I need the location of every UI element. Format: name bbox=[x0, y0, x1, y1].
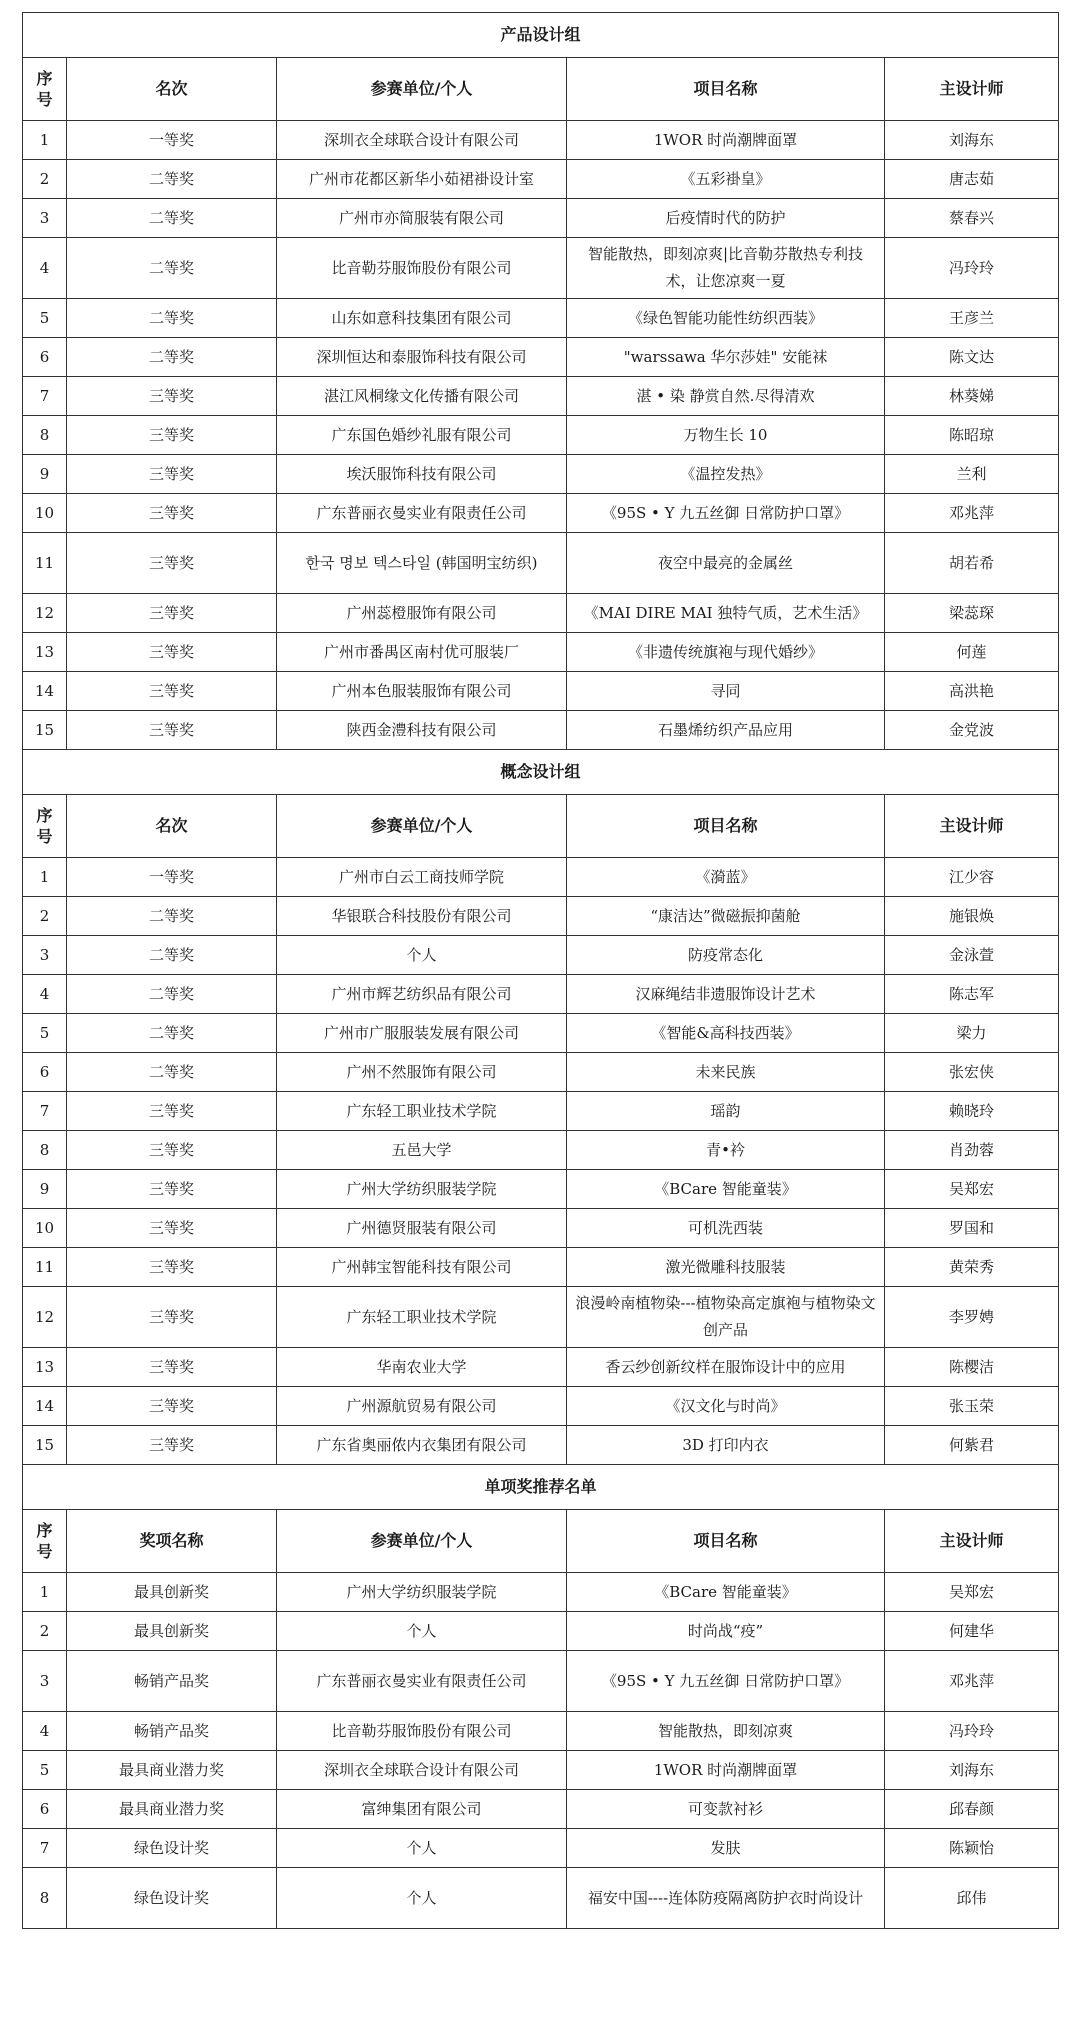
project-name: 可变款衬衫 bbox=[567, 1790, 885, 1829]
award-name: 绿色设计奖 bbox=[67, 1868, 277, 1929]
table-row bbox=[23, 1829, 1059, 1868]
header-rank: 名次 bbox=[67, 795, 277, 858]
row-number: 4 bbox=[23, 238, 67, 299]
row-number: 3 bbox=[23, 936, 67, 975]
unit-name: 广州德贤服装有限公司 bbox=[277, 1209, 567, 1248]
section-title-row bbox=[23, 1465, 1059, 1510]
rank: 二等奖 bbox=[67, 936, 277, 975]
table-row bbox=[23, 858, 1059, 897]
unit-name: 陕西金澧科技有限公司 bbox=[277, 711, 567, 750]
project-name: 时尚战“疫” bbox=[567, 1612, 885, 1651]
header-no: 序号 bbox=[23, 795, 67, 858]
rank: 三等奖 bbox=[67, 1426, 277, 1465]
header-project: 项目名称 bbox=[567, 1510, 885, 1573]
project-name: 《温控发热》 bbox=[567, 455, 885, 494]
designer-name: 高洪艳 bbox=[885, 672, 1059, 711]
designer-name: 肖劲蓉 bbox=[885, 1131, 1059, 1170]
table-row bbox=[23, 121, 1059, 160]
row-number: 12 bbox=[23, 1287, 67, 1348]
rank: 三等奖 bbox=[67, 1248, 277, 1287]
project-name: 《MAI DIRE MAI 独特气质，艺术生活》 bbox=[567, 594, 885, 633]
unit-name: 个人 bbox=[277, 1612, 567, 1651]
designer-name: 金党波 bbox=[885, 711, 1059, 750]
project-name: 发肤 bbox=[567, 1829, 885, 1868]
header-row bbox=[23, 58, 1059, 121]
designer-name: 兰利 bbox=[885, 455, 1059, 494]
header-designer: 主设计师 bbox=[885, 795, 1059, 858]
unit-name: 广州市花都区新华小茹裙褂设计室 bbox=[277, 160, 567, 199]
rank: 三等奖 bbox=[67, 1287, 277, 1348]
designer-name: 吴郑宏 bbox=[885, 1170, 1059, 1209]
table-row bbox=[23, 1092, 1059, 1131]
project-name: 3D 打印内衣 bbox=[567, 1426, 885, 1465]
unit-name: 广东省奥丽侬内衣集团有限公司 bbox=[277, 1426, 567, 1465]
project-name: 防疫常态化 bbox=[567, 936, 885, 975]
row-number: 4 bbox=[23, 1712, 67, 1751]
designer-name: 陈樱洁 bbox=[885, 1348, 1059, 1387]
section-title-row bbox=[23, 750, 1059, 795]
project-name: 《五彩褂皇》 bbox=[567, 160, 885, 199]
project-name: 瑶韵 bbox=[567, 1092, 885, 1131]
table-row bbox=[23, 1573, 1059, 1612]
row-number: 1 bbox=[23, 121, 67, 160]
award-name: 畅销产品奖 bbox=[67, 1712, 277, 1751]
unit-name: 广州市辉艺纺织品有限公司 bbox=[277, 975, 567, 1014]
header-row bbox=[23, 1510, 1059, 1573]
designer-name: 金泳萱 bbox=[885, 936, 1059, 975]
table-row bbox=[23, 1348, 1059, 1387]
table-row bbox=[23, 633, 1059, 672]
project-name: 可机洗西装 bbox=[567, 1209, 885, 1248]
unit-name: 华银联合科技股份有限公司 bbox=[277, 897, 567, 936]
rank: 三等奖 bbox=[67, 1209, 277, 1248]
designer-name: 唐志茹 bbox=[885, 160, 1059, 199]
award-name: 畅销产品奖 bbox=[67, 1651, 277, 1712]
table-row bbox=[23, 1170, 1059, 1209]
project-name: 1WOR 时尚潮牌面罩 bbox=[567, 1751, 885, 1790]
unit-name: 广州韩宝智能科技有限公司 bbox=[277, 1248, 567, 1287]
unit-name: 广州本色服装服饰有限公司 bbox=[277, 672, 567, 711]
row-number: 6 bbox=[23, 1053, 67, 1092]
table-row bbox=[23, 455, 1059, 494]
designer-name: 何建华 bbox=[885, 1612, 1059, 1651]
unit-name: 广州市亦简服装有限公司 bbox=[277, 199, 567, 238]
project-name: 《汉文化与时尚》 bbox=[567, 1387, 885, 1426]
unit-name: 广东普丽衣曼实业有限责任公司 bbox=[277, 1651, 567, 1712]
designer-name: 邓兆萍 bbox=[885, 1651, 1059, 1712]
designer-name: 李罗娉 bbox=[885, 1287, 1059, 1348]
table-row bbox=[23, 377, 1059, 416]
row-number: 14 bbox=[23, 1387, 67, 1426]
rank: 二等奖 bbox=[67, 238, 277, 299]
row-number: 1 bbox=[23, 1573, 67, 1612]
project-name: 智能散热，即刻凉爽 bbox=[567, 1712, 885, 1751]
unit-name: 广州市番禺区南村优可服装厂 bbox=[277, 633, 567, 672]
table-row bbox=[23, 1014, 1059, 1053]
table-row bbox=[23, 160, 1059, 199]
award-name: 最具商业潜力奖 bbox=[67, 1751, 277, 1790]
table-row bbox=[23, 1387, 1059, 1426]
unit-name: 个人 bbox=[277, 1868, 567, 1929]
row-number: 4 bbox=[23, 975, 67, 1014]
project-name: 香云纱创新纹样在服饰设计中的应用 bbox=[567, 1348, 885, 1387]
project-name: 湛 • 染 静赏自然.尽得清欢 bbox=[567, 377, 885, 416]
designer-name: 邓兆萍 bbox=[885, 494, 1059, 533]
table-row bbox=[23, 238, 1059, 299]
table-row bbox=[23, 1248, 1059, 1287]
table-row bbox=[23, 1287, 1059, 1348]
designer-name: 王彦兰 bbox=[885, 299, 1059, 338]
table-row bbox=[23, 594, 1059, 633]
rank: 二等奖 bbox=[67, 1053, 277, 1092]
rank: 三等奖 bbox=[67, 1092, 277, 1131]
table-row bbox=[23, 1712, 1059, 1751]
unit-name: 山东如意科技集团有限公司 bbox=[277, 299, 567, 338]
row-number: 9 bbox=[23, 1170, 67, 1209]
row-number: 3 bbox=[23, 1651, 67, 1712]
designer-name: 陈颖怡 bbox=[885, 1829, 1059, 1868]
row-number: 10 bbox=[23, 1209, 67, 1248]
designer-name: 陈志军 bbox=[885, 975, 1059, 1014]
unit-name: 广州大学纺织服装学院 bbox=[277, 1170, 567, 1209]
project-name: 石墨烯纺织产品应用 bbox=[567, 711, 885, 750]
designer-name: 何莲 bbox=[885, 633, 1059, 672]
rank: 二等奖 bbox=[67, 1014, 277, 1053]
rank: 二等奖 bbox=[67, 160, 277, 199]
designer-name: 刘海东 bbox=[885, 121, 1059, 160]
award-name: 最具创新奖 bbox=[67, 1612, 277, 1651]
row-number: 12 bbox=[23, 594, 67, 633]
rank: 二等奖 bbox=[67, 897, 277, 936]
rank: 三等奖 bbox=[67, 711, 277, 750]
unit-name: 广州不然服饰有限公司 bbox=[277, 1053, 567, 1092]
designer-name: 张玉荣 bbox=[885, 1387, 1059, 1426]
rank: 二等奖 bbox=[67, 199, 277, 238]
unit-name: 深圳衣全球联合设计有限公司 bbox=[277, 1751, 567, 1790]
table-row bbox=[23, 199, 1059, 238]
designer-name: 何紫君 bbox=[885, 1426, 1059, 1465]
unit-name: 富绅集团有限公司 bbox=[277, 1790, 567, 1829]
project-name: 夜空中最亮的金属丝 bbox=[567, 533, 885, 594]
row-number: 2 bbox=[23, 160, 67, 199]
table-row bbox=[23, 494, 1059, 533]
project-name: 《绿色智能功能性纺织西装》 bbox=[567, 299, 885, 338]
rank: 三等奖 bbox=[67, 455, 277, 494]
rank: 三等奖 bbox=[67, 416, 277, 455]
unit-name: 广州大学纺织服装学院 bbox=[277, 1573, 567, 1612]
project-name: 激光微雕科技服装 bbox=[567, 1248, 885, 1287]
project-name: 汉麻绳结非遗服饰设计艺术 bbox=[567, 975, 885, 1014]
rank: 三等奖 bbox=[67, 1170, 277, 1209]
unit-name: 广东国色婚纱礼服有限公司 bbox=[277, 416, 567, 455]
rank: 三等奖 bbox=[67, 377, 277, 416]
rank: 三等奖 bbox=[67, 533, 277, 594]
table-row bbox=[23, 416, 1059, 455]
award-table-body bbox=[23, 13, 1059, 1929]
table-row bbox=[23, 711, 1059, 750]
project-name: 1WOR 时尚潮牌面罩 bbox=[567, 121, 885, 160]
row-number: 13 bbox=[23, 1348, 67, 1387]
project-name: 《智能&高科技西装》 bbox=[567, 1014, 885, 1053]
unit-name: 广州源航贸易有限公司 bbox=[277, 1387, 567, 1426]
row-number: 5 bbox=[23, 299, 67, 338]
header-unit: 参赛单位/个人 bbox=[277, 795, 567, 858]
unit-name: 广州蕊橙服饰有限公司 bbox=[277, 594, 567, 633]
rank: 三等奖 bbox=[67, 1131, 277, 1170]
unit-name: 广东轻工职业技术学院 bbox=[277, 1092, 567, 1131]
unit-name: 个人 bbox=[277, 936, 567, 975]
project-name: 《95S • Y 九五丝御 日常防护口罩》 bbox=[567, 494, 885, 533]
award-name: 最具创新奖 bbox=[67, 1573, 277, 1612]
table-row bbox=[23, 1426, 1059, 1465]
unit-name: 埃沃服饰科技有限公司 bbox=[277, 455, 567, 494]
row-number: 2 bbox=[23, 897, 67, 936]
project-name: 万物生长 10 bbox=[567, 416, 885, 455]
table-row bbox=[23, 533, 1059, 594]
table-row bbox=[23, 1131, 1059, 1170]
designer-name: 冯玲玲 bbox=[885, 238, 1059, 299]
table-row bbox=[23, 672, 1059, 711]
table-row bbox=[23, 299, 1059, 338]
table-row bbox=[23, 1790, 1059, 1829]
header-unit: 参赛单位/个人 bbox=[277, 58, 567, 121]
header-project: 项目名称 bbox=[567, 795, 885, 858]
section-title-row bbox=[23, 13, 1059, 58]
row-number: 10 bbox=[23, 494, 67, 533]
designer-name: 张宏侠 bbox=[885, 1053, 1059, 1092]
rank: 三等奖 bbox=[67, 494, 277, 533]
row-number: 11 bbox=[23, 533, 67, 594]
table-row bbox=[23, 1651, 1059, 1712]
designer-name: 江少容 bbox=[885, 858, 1059, 897]
rank: 二等奖 bbox=[67, 338, 277, 377]
rank: 二等奖 bbox=[67, 975, 277, 1014]
project-name: 浪漫岭南植物染---植物染高定旗袍与植物染文创产品 bbox=[567, 1287, 885, 1348]
row-number: 8 bbox=[23, 1131, 67, 1170]
unit-name: 广州市广服服装发展有限公司 bbox=[277, 1014, 567, 1053]
unit-name: 广州市白云工商技师学院 bbox=[277, 858, 567, 897]
row-number: 1 bbox=[23, 858, 67, 897]
project-name: 《BCare 智能童装》 bbox=[567, 1573, 885, 1612]
project-name: 后疫情时代的防护 bbox=[567, 199, 885, 238]
row-number: 9 bbox=[23, 455, 67, 494]
header-no: 序号 bbox=[23, 58, 67, 121]
rank: 三等奖 bbox=[67, 672, 277, 711]
designer-name: 罗国和 bbox=[885, 1209, 1059, 1248]
row-number: 15 bbox=[23, 711, 67, 750]
row-number: 6 bbox=[23, 338, 67, 377]
unit-name: 湛江风桐缘文化传播有限公司 bbox=[277, 377, 567, 416]
row-number: 3 bbox=[23, 199, 67, 238]
row-number: 5 bbox=[23, 1751, 67, 1790]
project-name: 《BCare 智能童装》 bbox=[567, 1170, 885, 1209]
designer-name: 陈昭琼 bbox=[885, 416, 1059, 455]
unit-name: 广东普丽衣曼实业有限责任公司 bbox=[277, 494, 567, 533]
designer-name: 梁力 bbox=[885, 1014, 1059, 1053]
rank: 三等奖 bbox=[67, 1348, 277, 1387]
header-award: 奖项名称 bbox=[67, 1510, 277, 1573]
designer-name: 冯玲玲 bbox=[885, 1712, 1059, 1751]
table-row bbox=[23, 897, 1059, 936]
row-number: 7 bbox=[23, 1092, 67, 1131]
rank: 一等奖 bbox=[67, 121, 277, 160]
designer-name: 施银焕 bbox=[885, 897, 1059, 936]
rank: 一等奖 bbox=[67, 858, 277, 897]
project-name: 《95S • Y 九五丝御 日常防护口罩》 bbox=[567, 1651, 885, 1712]
award-name: 绿色设计奖 bbox=[67, 1829, 277, 1868]
unit-name: 广东轻工职业技术学院 bbox=[277, 1287, 567, 1348]
designer-name: 陈文达 bbox=[885, 338, 1059, 377]
row-number: 7 bbox=[23, 377, 67, 416]
designer-name: 邱伟 bbox=[885, 1868, 1059, 1929]
table-row bbox=[23, 1868, 1059, 1929]
unit-name: 比音勒芬服饰股份有限公司 bbox=[277, 1712, 567, 1751]
row-number: 8 bbox=[23, 1868, 67, 1929]
row-number: 7 bbox=[23, 1829, 67, 1868]
section-title: 产品设计组 bbox=[23, 13, 1059, 58]
award-document bbox=[22, 12, 1058, 1929]
project-name: 未来民族 bbox=[567, 1053, 885, 1092]
designer-name: 林葵娣 bbox=[885, 377, 1059, 416]
header-designer: 主设计师 bbox=[885, 58, 1059, 121]
header-project: 项目名称 bbox=[567, 58, 885, 121]
award-name: 最具商业潜力奖 bbox=[67, 1790, 277, 1829]
unit-name: 深圳衣全球联合设计有限公司 bbox=[277, 121, 567, 160]
row-number: 11 bbox=[23, 1248, 67, 1287]
header-no: 序号 bbox=[23, 1510, 67, 1573]
row-number: 14 bbox=[23, 672, 67, 711]
unit-name: 个人 bbox=[277, 1829, 567, 1868]
section-title: 单项奖推荐名单 bbox=[23, 1465, 1059, 1510]
project-name: “康洁达”微磁振抑菌舱 bbox=[567, 897, 885, 936]
award-table bbox=[22, 12, 1059, 1929]
row-number: 13 bbox=[23, 633, 67, 672]
project-name: 寻同 bbox=[567, 672, 885, 711]
designer-name: 吴郑宏 bbox=[885, 1573, 1059, 1612]
rank: 三等奖 bbox=[67, 594, 277, 633]
rank: 三等奖 bbox=[67, 1387, 277, 1426]
row-number: 2 bbox=[23, 1612, 67, 1651]
unit-name: 한국 명보 텍스타일 (韩国明宝纺织) bbox=[277, 533, 567, 594]
header-unit: 参赛单位/个人 bbox=[277, 1510, 567, 1573]
designer-name: 蔡春兴 bbox=[885, 199, 1059, 238]
designer-name: 黄荣秀 bbox=[885, 1248, 1059, 1287]
table-row bbox=[23, 1209, 1059, 1248]
table-row bbox=[23, 975, 1059, 1014]
header-rank: 名次 bbox=[67, 58, 277, 121]
table-row bbox=[23, 1612, 1059, 1651]
row-number: 8 bbox=[23, 416, 67, 455]
unit-name: 五邑大学 bbox=[277, 1131, 567, 1170]
header-designer: 主设计师 bbox=[885, 1510, 1059, 1573]
rank: 二等奖 bbox=[67, 299, 277, 338]
designer-name: 梁蕊琛 bbox=[885, 594, 1059, 633]
designer-name: 胡若希 bbox=[885, 533, 1059, 594]
unit-name: 华南农业大学 bbox=[277, 1348, 567, 1387]
project-name: 《非遗传统旗袍与现代婚纱》 bbox=[567, 633, 885, 672]
designer-name: 邱春颜 bbox=[885, 1790, 1059, 1829]
table-row bbox=[23, 1751, 1059, 1790]
project-name: 《漪蓝》 bbox=[567, 858, 885, 897]
project-name: 福安中国----连体防疫隔离防护衣时尚设计 bbox=[567, 1868, 885, 1929]
row-number: 15 bbox=[23, 1426, 67, 1465]
project-name: "warssawa 华尔莎娃" 安能袜 bbox=[567, 338, 885, 377]
unit-name: 比音勒芬服饰股份有限公司 bbox=[277, 238, 567, 299]
row-number: 6 bbox=[23, 1790, 67, 1829]
section-title: 概念设计组 bbox=[23, 750, 1059, 795]
project-name: 青•衿 bbox=[567, 1131, 885, 1170]
designer-name: 刘海东 bbox=[885, 1751, 1059, 1790]
table-row bbox=[23, 936, 1059, 975]
project-name: 智能散热，即刻凉爽|比音勒芬散热专利技术，让您凉爽一夏 bbox=[567, 238, 885, 299]
table-row bbox=[23, 338, 1059, 377]
header-row bbox=[23, 795, 1059, 858]
unit-name: 深圳恒达和泰服饰科技有限公司 bbox=[277, 338, 567, 377]
table-row bbox=[23, 1053, 1059, 1092]
rank: 三等奖 bbox=[67, 633, 277, 672]
row-number: 5 bbox=[23, 1014, 67, 1053]
designer-name: 赖晓玲 bbox=[885, 1092, 1059, 1131]
